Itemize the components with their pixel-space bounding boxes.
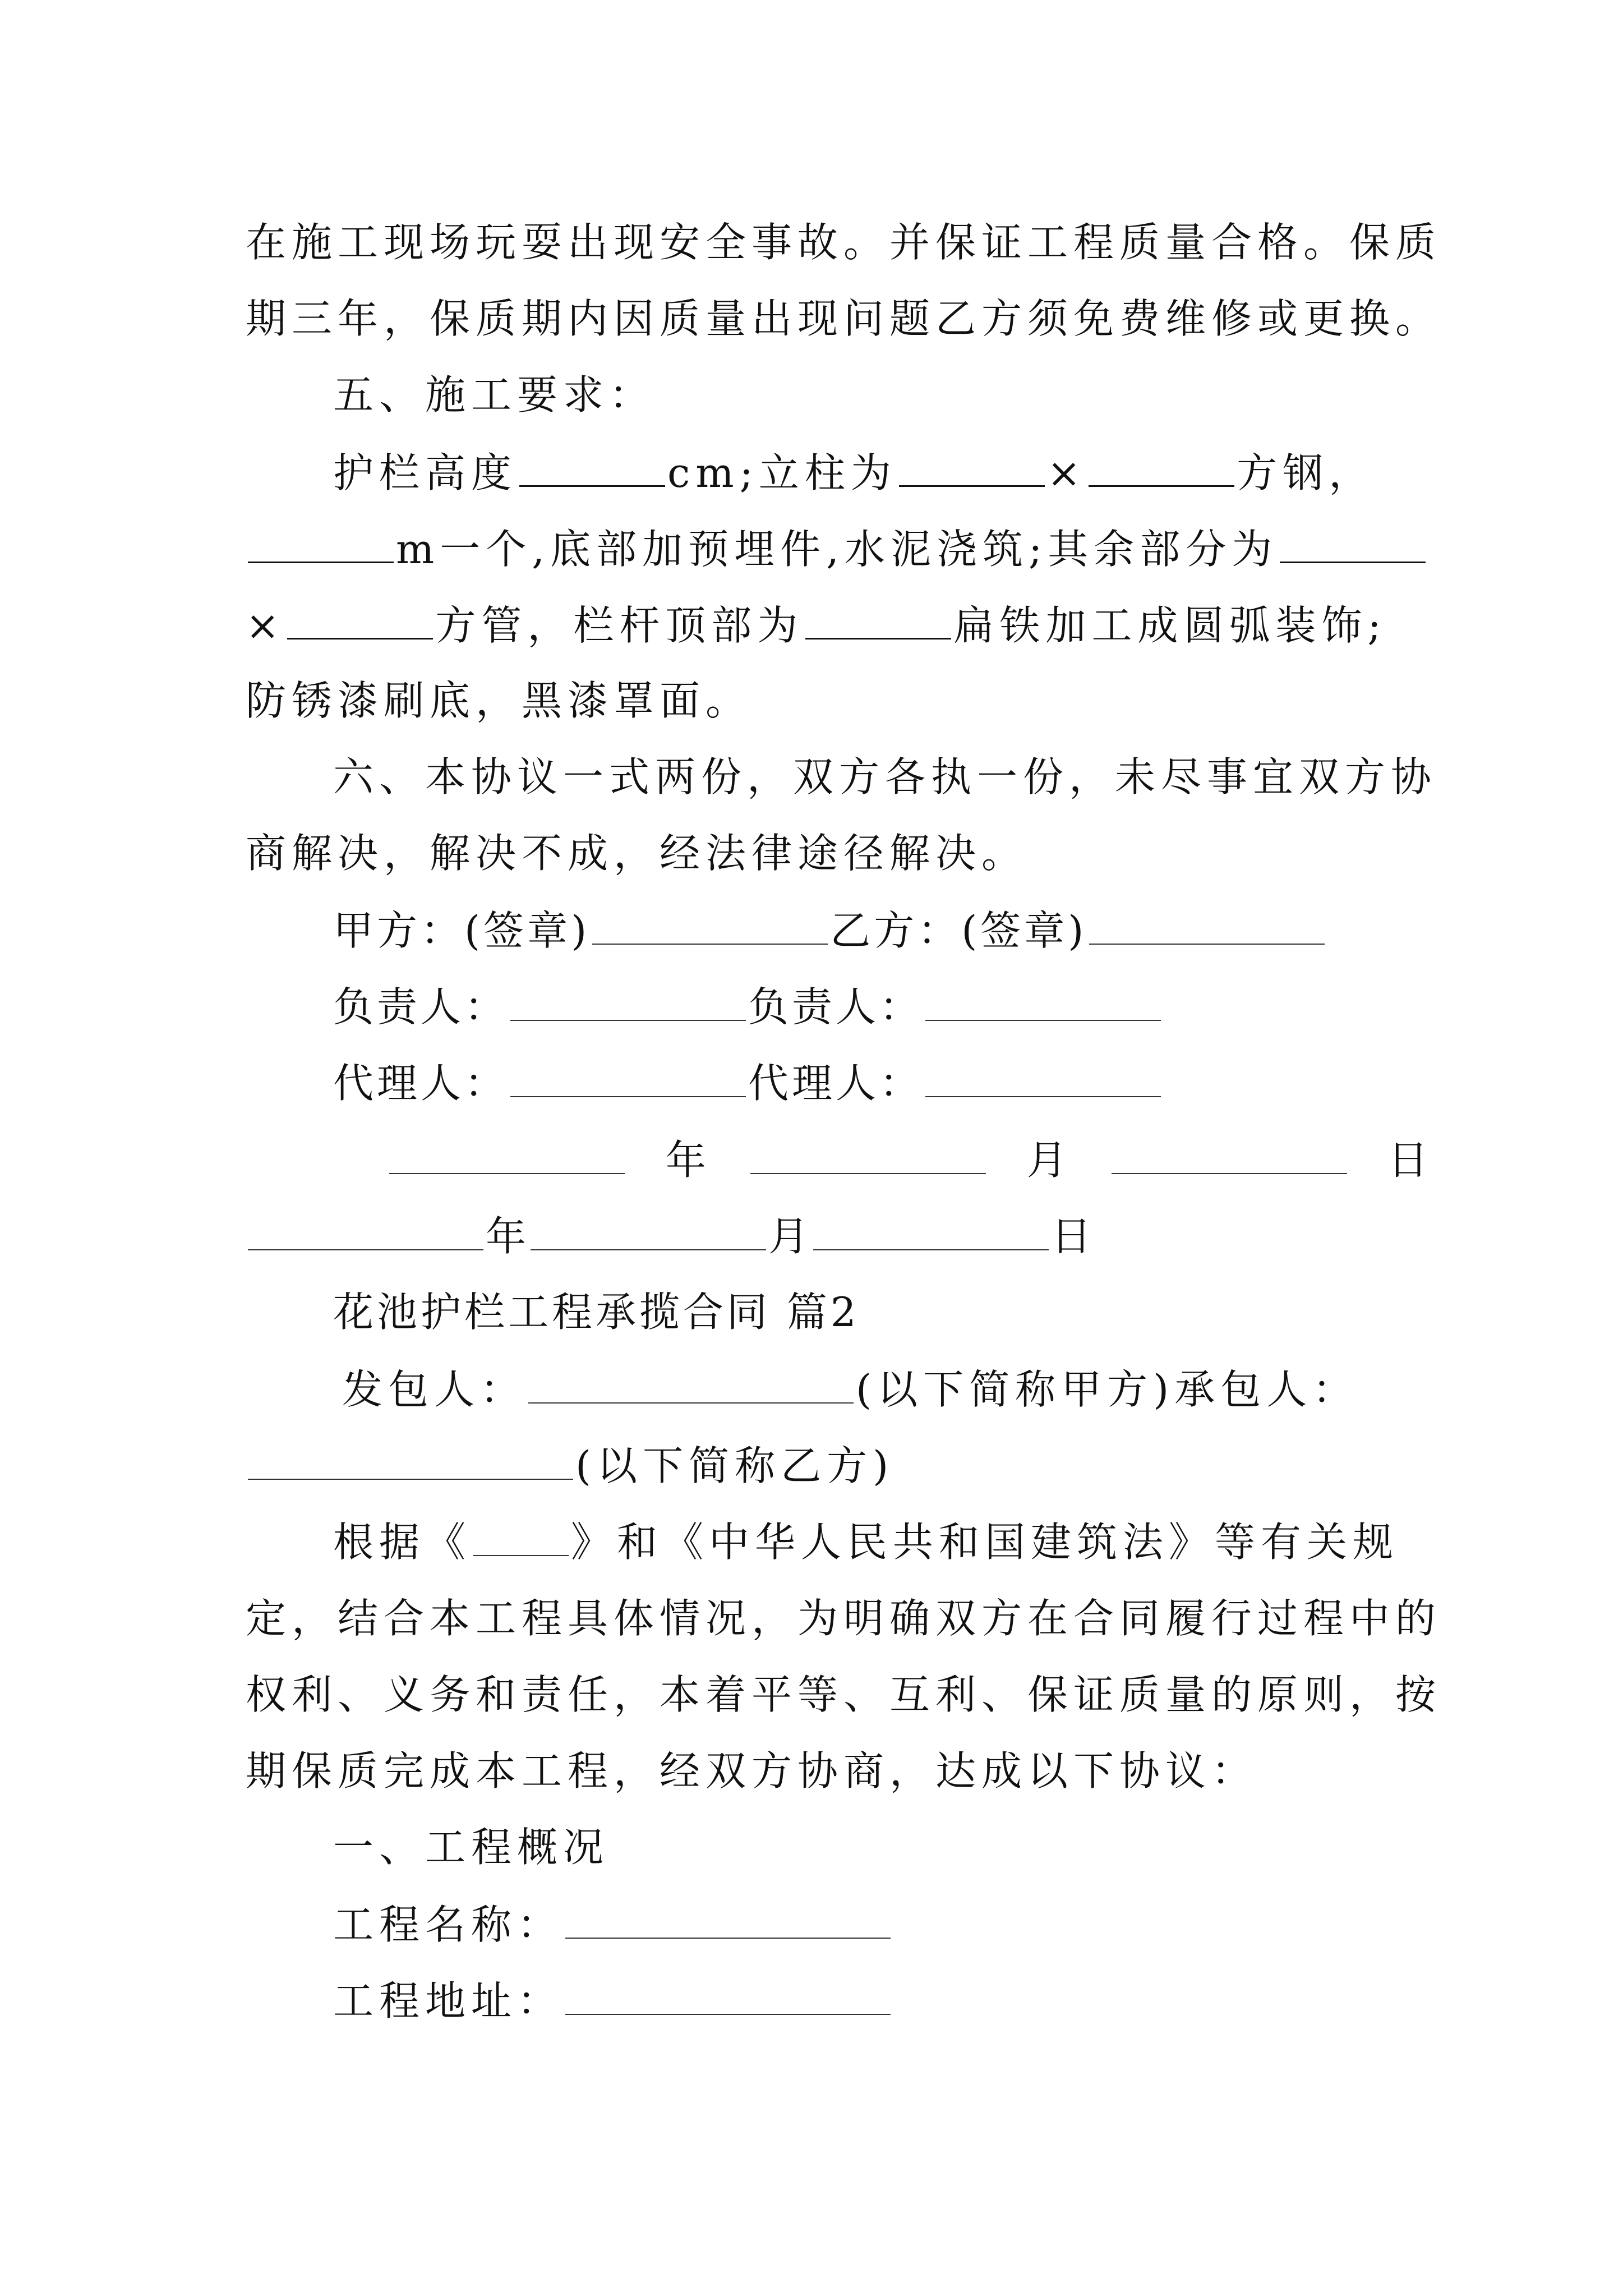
- day-label: 日: [1051, 1213, 1094, 1260]
- text: 方钢，: [1237, 449, 1375, 496]
- day-label: 日: [1387, 1137, 1432, 1184]
- party-b-label: 乙方：(签章): [830, 907, 1087, 954]
- party-line: [246, 1442, 895, 1489]
- signature-line: [333, 983, 1163, 1030]
- blank-field: [1112, 1139, 1347, 1174]
- text: 扁铁加工成圆弧装饰;: [953, 602, 1387, 649]
- contractor-note: (以下简称乙方): [575, 1442, 895, 1489]
- blank-field: [805, 604, 951, 639]
- year-label: 年: [486, 1213, 529, 1260]
- paragraph-line: [333, 1519, 1399, 1566]
- text: 护栏高度: [333, 449, 518, 496]
- date-line: [246, 1213, 1094, 1260]
- blank-field: [1089, 452, 1234, 487]
- blank-field: [389, 1139, 625, 1174]
- form-field-line: [333, 1977, 893, 2024]
- spec-line: [333, 449, 1375, 496]
- month-label: 月: [768, 1213, 811, 1260]
- section-heading: 一、工程概况: [333, 1824, 610, 1871]
- project-address-label: 工程地址：: [333, 1977, 564, 2024]
- employer-note: (以下简称甲方)承包人：: [856, 1366, 1359, 1413]
- blank-field: [592, 910, 828, 945]
- leader-label: 负责人：: [748, 983, 924, 1030]
- section-title: 花池护栏工程承揽合同 篇2: [333, 1289, 860, 1336]
- blank-field: [813, 1216, 1049, 1250]
- text: ×: [246, 602, 285, 649]
- month-label: 月: [1026, 1137, 1071, 1184]
- blank-field: [510, 986, 746, 1021]
- paragraph-line: 商解决，解决不成，经法律途径解决。: [246, 830, 1028, 877]
- blank-field: [510, 1062, 746, 1097]
- date-line: [387, 1137, 1454, 1184]
- employer-label: 发包人：: [342, 1366, 527, 1413]
- blank-field: [750, 1139, 986, 1174]
- paragraph-line: 期三年，保质期内因质量出现问题乙方须免费维修或更换。: [246, 295, 1442, 342]
- blank-field: [248, 1445, 573, 1480]
- party-a-label: 甲方：(签章): [333, 907, 591, 954]
- text: m一个,底部加预埋件,水泥浇筑;其余部分为: [396, 526, 1278, 573]
- section-heading: 五、施工要求：: [333, 371, 656, 418]
- agent-label: 代理人：: [748, 1060, 924, 1107]
- text: ×: [1046, 449, 1087, 496]
- paragraph-line: 期保质完成本工程，经双方协商，达成以下协议：: [246, 1747, 1258, 1795]
- paragraph-line: 权利、义务和责任，本着平等、互利、保证质量的原则，按: [246, 1671, 1442, 1718]
- form-field-line: [333, 1901, 893, 1948]
- blank-field: [519, 452, 665, 487]
- year-label: 年: [665, 1137, 709, 1184]
- blank-field: [287, 604, 433, 639]
- spec-line: 防锈漆刷底，黑漆罩面。: [246, 677, 752, 724]
- signature-line: [333, 1060, 1163, 1107]
- text: 根据《: [333, 1519, 472, 1566]
- blank-field: [528, 1369, 854, 1404]
- blank-field: [925, 1062, 1161, 1097]
- text: cm;立柱为: [667, 449, 897, 496]
- leader-label: 负责人：: [333, 983, 509, 1030]
- agent-label: 代理人：: [333, 1060, 509, 1107]
- blank-field: [1280, 528, 1426, 563]
- project-address-field: [565, 1980, 891, 2015]
- project-name-label: 工程名称：: [333, 1901, 564, 1948]
- blank-field: [248, 528, 394, 563]
- blank-field: [925, 986, 1161, 1021]
- project-name-field: [565, 1904, 891, 1939]
- blank-field: [473, 1521, 569, 1556]
- text: 》和《中华人民共和国建筑法》等有关规: [571, 1519, 1399, 1566]
- blank-field: [1089, 910, 1325, 945]
- spec-line: [246, 526, 1428, 573]
- text: 方管，栏杆顶部为: [435, 602, 804, 649]
- signature-line: [333, 907, 1327, 954]
- blank-field: [248, 1216, 483, 1250]
- spec-line: [246, 602, 1387, 649]
- blank-field: [899, 452, 1045, 487]
- blank-field: [531, 1216, 766, 1250]
- paragraph-line: 定，结合本工程具体情况，为明确双方在合同履行过程中的: [246, 1595, 1442, 1642]
- party-line: [342, 1366, 1359, 1413]
- paragraph-line: 在施工现场玩耍出现安全事故。并保证工程质量合格。保质: [246, 219, 1442, 266]
- paragraph-line: 六、本协议一式两份，双方各执一份，未尽事宜双方协: [333, 753, 1437, 800]
